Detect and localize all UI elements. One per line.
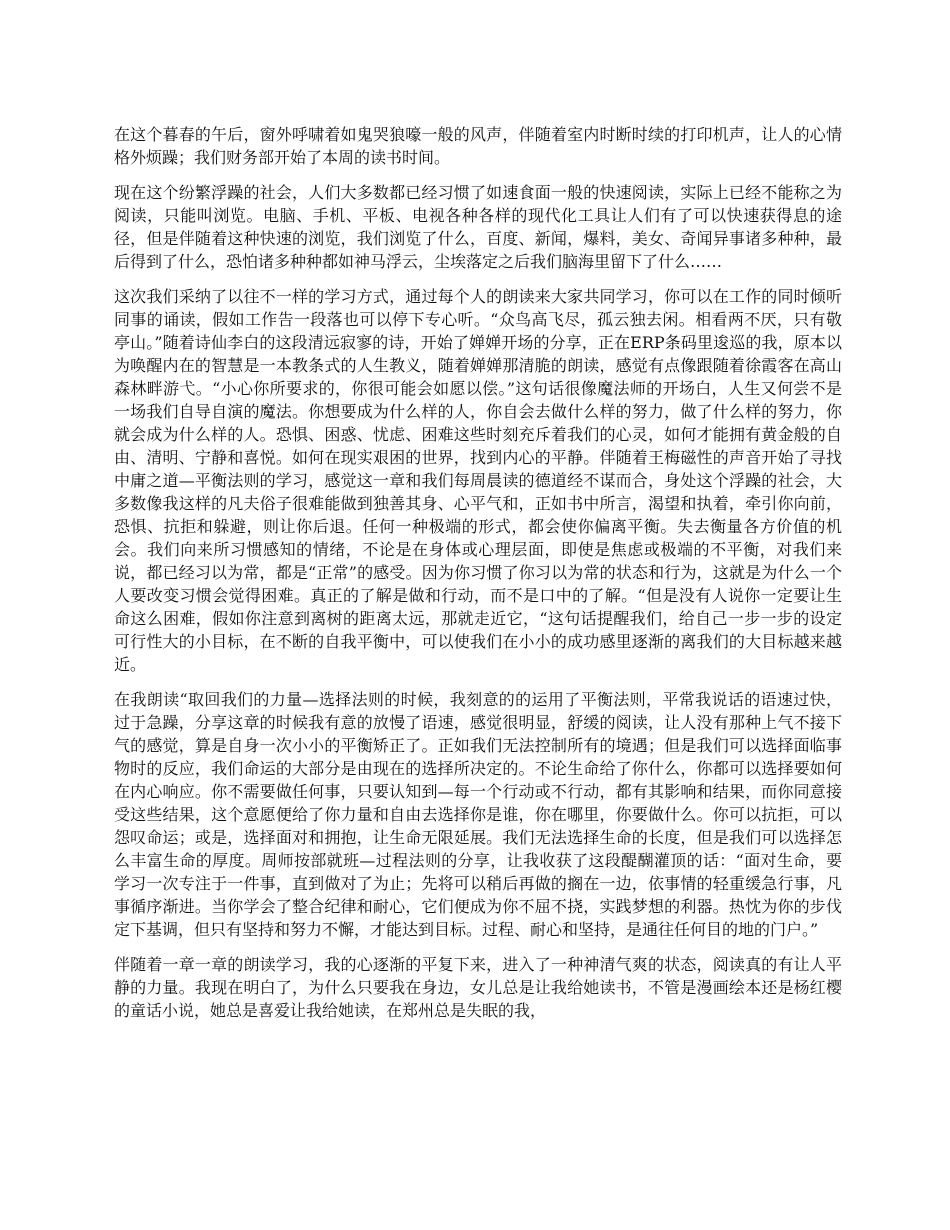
paragraph-4: 在我朗读“取回我们的力量—选择法则的时候，我刻意的的运用了平衡法则，平常我说话的语速过快，过于急躁，分享这章的时候我有意的放慢了语速，感觉很明显，舒缓的阅读，让人没有那种上气不接下气的感觉，算是自身一次小小的平衡矫正了。正如我们无法控制所有的境遇；但是我们可以选择面临事物时的反应，我们命运的大部分是由现在的选择所决定的。不论生命给了你什么，你都可以选择要如何在内心响应。你不需要做任何事，只要认知到—每一个行动或不行动，都有其影响和结果，而你同意接受这些结果，这个意愿便给了你力量和自由去选择你是谁，你在哪里，你要做什么。你可以抗拒，可以怨叹命运；或是，选择面对和拥抱，让生命无限延展。我们无法选择生命的长度，但是我们可以选择怎么丰富生命的厚度。周师按部就班—过程法则的分享，让我收获了这段醍醐灌顶的话：“面对生命，要学习一次专注于一件事，直到做对了为止；先将可以稍后再做的搁在一边，依事情的轻重缓急行事，凡事循序渐进。当你学会了整合纪律和耐心，它们便成为你不屈不挠，实践梦想的利器。热忱为你的步伐定下基调，但只有坚持和努力不懈，才能达到目标。过程、耐心和坚持，是通往任何目的地的门户。” (114, 690, 842, 939)
paragraph-1: 在这个暮春的午后，窗外呼啸着如鬼哭狼嚎一般的风声，伴随着室内时断时续的打印机声，让人的心情格外烦躁；我们财务部开始了本周的读书时间。 (114, 125, 842, 167)
paragraph-2: 现在这个纷繁浮躁的社会，人们大多数都已经习惯了如速食面一般的快速阅读，实际上已经不能称之为阅读，只能叫浏览。电脑、手机、平板、电视各种各样的现代化工具让人们有了可以快速获得息的途径，但是伴随着这种快速的浏览，我们浏览了什么，百度、新闻，爆料，美女、奇闻异事诸多种种，最后得到了什么，恐怕诸多种种都如神马浮云，尘埃落定之后我们脑海里留下了什么…… (114, 183, 842, 271)
paragraph-3: 这次我们采纳了以往不一样的学习方式，通过每个人的朗读来大家共同学习，你可以在工作的同时倾听同事的诵读，假如工作告一段落也可以停下专心听。“众鸟高飞尽，孤云独去闲。相看两不厌，只有敬亭山。”随着诗仙李白的这段清远寂寥的诗，开始了婵婵开场的分享，正在ERP条码里逡巡的我，原本以为唤醒内在的智慧是一本教条式的人生教义，随着婵婵那清脆的朗读，感觉有点像跟随着徐霞客在高山森林畔游弋。“小心你所要求的，你很可能会如愿以偿。”这句话很像魔法师的开场白，人生又何尝不是一场我们自导自演的魔法。你想要成为什么样的人，你自会去做什么样的努力，做了什么样的努力，你就会成为什么样的人。恐惧、困惑、忧虑、困难这些时刻充斥着我们的心灵，如何才能拥有黄金般的自由、清明、宁静和喜悦。如何在现实艰困的世界，找到内心的平静。伴随着王梅磁性的声音开始了寻找中庸之道—平衡法则的学习，感觉这一章和我们每周晨读的德道经不谋而合，身处这个浮躁的社会，大多数像我这样的凡夫俗子很难能做到独善其身、心平气和，正如书中所言，渴望和执着，牵引你向前，恐惧、抗拒和躲避，则让你后退。任何一种极端的形式，都会使你偏离平衡。失去衡量各方价值的机会。我们向来所习惯感知的情绪，不论是在身体或心理层面，即使是焦虑或极端的不平衡，对我们来说，都已经习以为常，都是“正常”的感受。因为你习惯了你习以为常的状态和行为，这就是为什么一个人要改变习惯会觉得困难。真正的了解是做和行动，而不是口中的了解。“但是没有人说你一定要让生命这么困难，假如你注意到离树的距离太远，那就走近它，“这句话提醒我们，给自己一步一步的设定可行性大的小目标，在不断的自我平衡中，可以使我们在小小的成功感里逐渐的离我们的大目标越来越近。 (114, 287, 842, 674)
document-page (114, 123, 842, 1034)
paragraph-5: 伴随着一章一章的朗读学习，我的心逐渐的平复下来，进入了一种神清气爽的状态，阅读真的有让人平静的力量。我现在明白了，为什么只要我在身边，女儿总是让我给她读书，不管是漫画绘本还是杨红樱的童话小说，她总是喜爱让我给她读，在郑州总是失眠的我， (114, 955, 842, 1020)
